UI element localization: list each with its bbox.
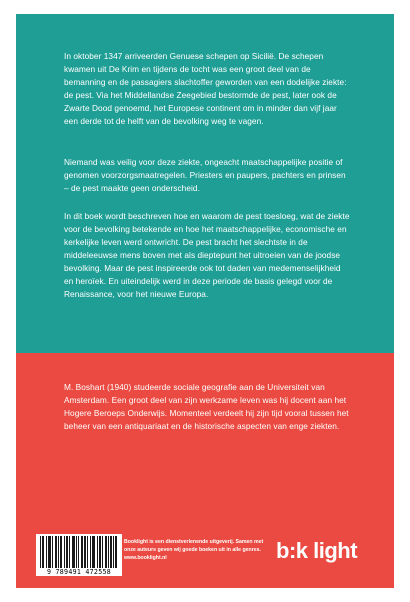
barcode-icon — [40, 536, 118, 568]
barcode-bar — [93, 536, 94, 568]
blurb-paragraph: Niemand was veilig voor deze ziekte, ongeacht maatschappelijke positie of genomen voorzorgsmaatregelen. Priesters en paupers, pachters en prinsen – de pest maakte geen onderscheid. — [64, 157, 346, 193]
barcode-bar — [67, 536, 68, 568]
barcode-bar — [40, 536, 41, 568]
booklight-logo — [276, 538, 382, 564]
barcode-bar — [46, 536, 47, 568]
barcode-bar — [85, 536, 86, 568]
barcode-bar — [92, 536, 93, 568]
barcode-bar — [42, 536, 43, 568]
barcode-bar — [61, 536, 62, 568]
barcode-bar — [60, 536, 61, 568]
barcode-bar — [50, 536, 51, 568]
barcode-bar — [84, 536, 85, 568]
barcode-bar — [110, 536, 111, 568]
barcode-bar — [116, 536, 117, 568]
blurb-paragraph: In dit boek wordt beschreven hoe en waarom de pest toesloeg, wat de ziekte voor de bevolking betekende en hoe het maatschappelijke, economische en kerkelijke leven werd ontwricht. De pest bracht het slechtste in de middeleeuwse mens boven met als dieptepunt het uitroeien van de joodse bevolking. Maar de pest inspireerde ook tot daden van medemenselijkheid en heroïek. En uiteindelijk werd in deze periode de basis gelegd voor de Renaissance, voor het nieuwe Europa. — [64, 211, 350, 299]
barcode-bar — [102, 536, 103, 568]
barcode-bar — [73, 536, 74, 568]
barcode-bar — [48, 536, 49, 568]
barcode-bar — [56, 536, 57, 568]
blurb-paragraph: In oktober 1347 arriveerden Genuese schepen op Sicilië. De schepen kwamen uit De Krim en tijdens de tocht was een groot deel van de bemanning en de passagiers slachtoffer geworden van een dodelijke ziekte: de pest. Via het Middellandse Zeegebied bestormde de pest, later ook de Zwarte Dood genoemd, het Europese continent om in minder dan vijf jaar een derde tot de helft van de bevolking weg te vagen. — [64, 51, 347, 126]
author-bio: M. Boshart (1940) studeerde sociale geografie aan de Universiteit van Amsterdam. Een groot deel van zijn werkzame leven was hij docent aan het Hogere Beroeps Onderwijs. Momenteel verdeelt hij zijn tijd vooral tussen het beheer van een antiquariaat en de historische aspecten van enge ziekten. — [64, 382, 349, 431]
barcode-bar — [76, 536, 77, 568]
logo-text: b:k light — [276, 538, 358, 563]
barcode-bar — [108, 536, 109, 568]
barcode-bar — [66, 536, 67, 568]
barcode-bar — [100, 536, 101, 568]
barcode-bar — [55, 536, 56, 568]
barcode-bar — [43, 536, 44, 568]
barcode-bar — [49, 536, 50, 568]
publisher-info — [124, 538, 274, 563]
barcode-bar — [82, 536, 83, 568]
barcode-bar — [106, 536, 107, 568]
barcode-bar — [52, 536, 53, 568]
barcode-bar — [72, 536, 73, 568]
isbn-number: 9 789491 472558 — [46, 568, 112, 576]
barcode-bar — [87, 536, 88, 568]
barcode-bar — [58, 536, 59, 568]
barcode-bar — [78, 536, 79, 568]
barcode-bar — [94, 536, 95, 568]
barcode-bar — [97, 536, 98, 568]
barcode-bar — [115, 536, 116, 568]
barcode-bar — [90, 536, 91, 568]
publisher-url: www.booklight.nl — [124, 555, 167, 562]
barcode-bar — [69, 536, 70, 568]
barcode-bar — [99, 536, 100, 568]
isbn-barcode — [36, 534, 122, 576]
barcode-bar — [105, 536, 106, 568]
publisher-note: Booklight is een dienstverlenende uitgeverij. Samen met onze auteurs geven wij goede boeken uit in alle genres. — [124, 539, 264, 554]
barcode-bar — [74, 536, 75, 568]
barcode-bar — [111, 536, 112, 568]
barcode-bar — [64, 536, 65, 568]
barcode-bar — [113, 536, 114, 568]
barcode-bar — [81, 536, 82, 568]
